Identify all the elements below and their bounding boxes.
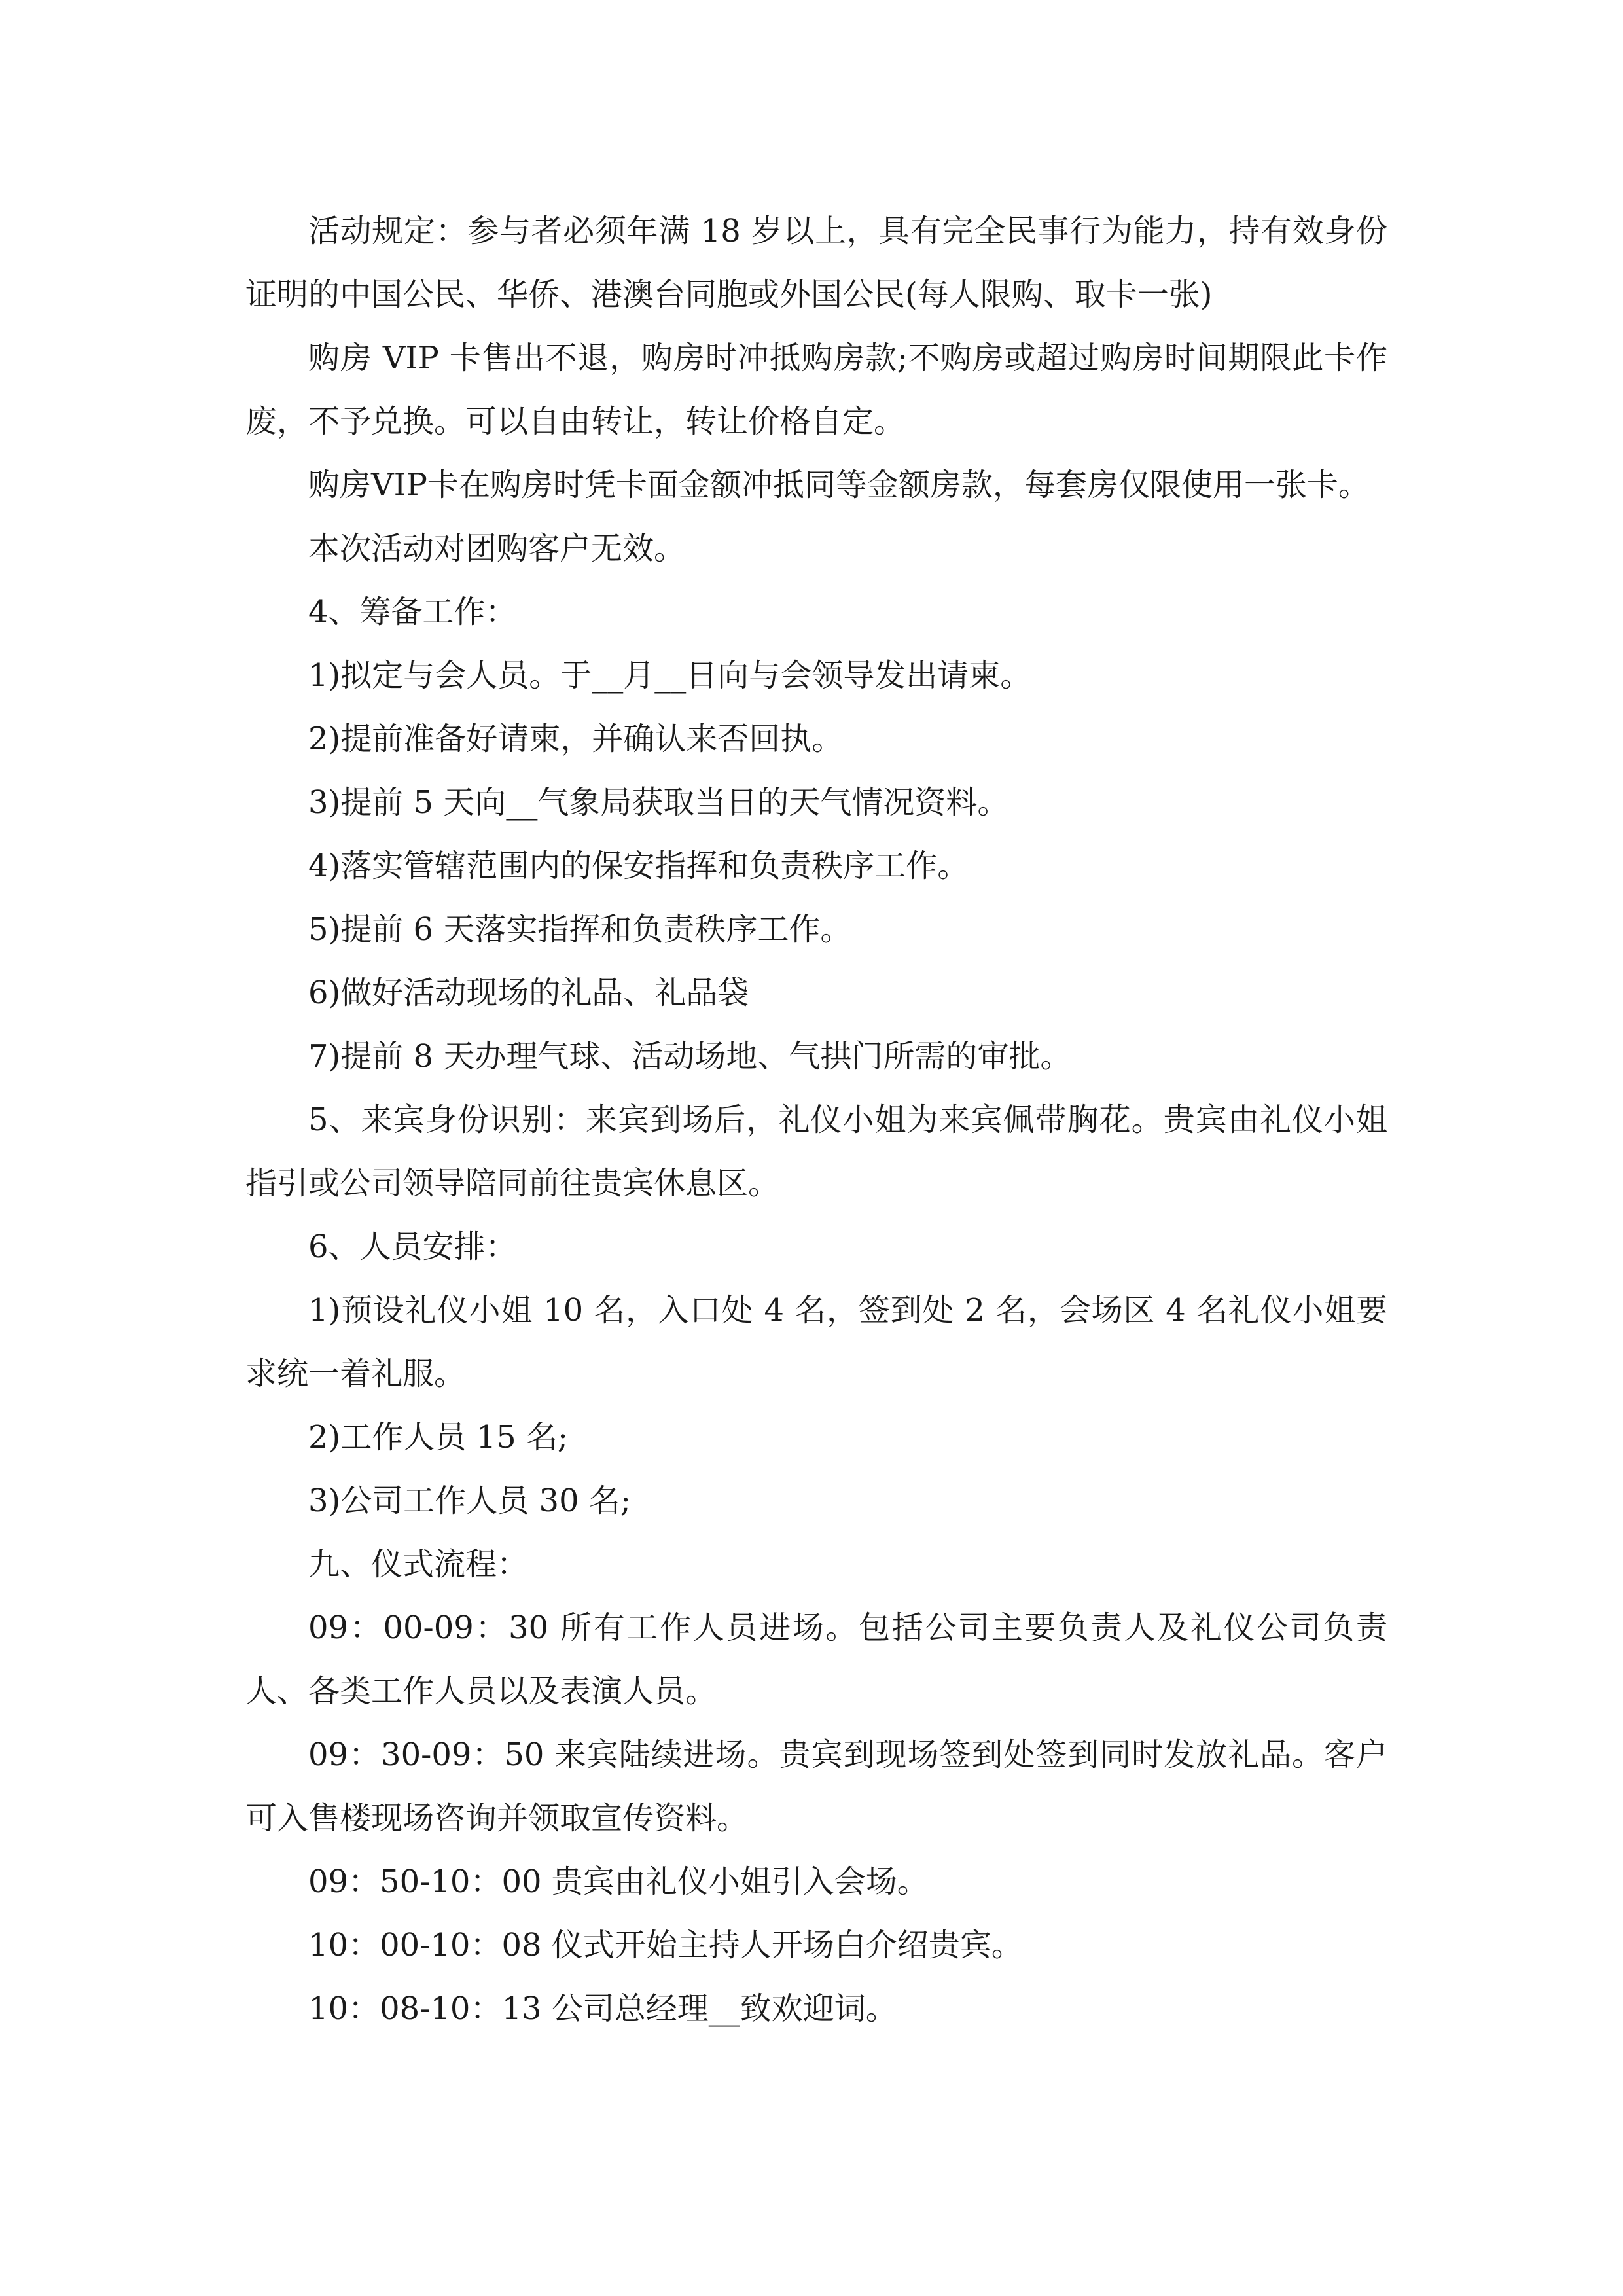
list-item-prep-7: 7)提前 8 天办理气球、活动场地、气拱门所需的审批。 [308, 1038, 1072, 1075]
list-item-staff-3: 3)公司工作人员 30 名; [308, 1482, 632, 1519]
schedule-item-2: 09：30-09：50 来宾陆续进场。贵宾到现场签到处签到同时发放礼品。客户可入售楼现场咨询并领取宣传资料。 [245, 1736, 1387, 1837]
list-item-staff-1: 1)预设礼仪小姐 10 名，入口处 4 名，签到处 2 名，会场区 4 名礼仪小姐要求统一着礼服。 [245, 1292, 1387, 1392]
paragraph-guest-identification: 5、来宾身份识别：来宾到场后，礼仪小姐为来宾佩带胸花。贵宾由礼仪小姐指引或公司领导陪同前往贵宾休息区。 [245, 1102, 1387, 1202]
paragraph-vip-card-usage: 购房VIP卡在购房时凭卡面金额冲抵同等金额房款，每套房仅限使用一张卡。 [308, 467, 1370, 503]
list-item-prep-4: 4)落实管辖范围内的保安指挥和负责秩序工作。 [308, 848, 969, 884]
schedule-item-1: 09：00-09：30 所有工作人员进场。包括公司主要负责人及礼仪公司负责人、各类工作人员以及表演人员。 [245, 1609, 1387, 1710]
schedule-item-3: 09：50-10：00 贵宾由礼仪小姐引入会场。 [308, 1863, 929, 1900]
schedule-item-4: 10：00-10：08 仪式开始主持人开场白介绍贵宾。 [308, 1927, 1023, 1964]
heading-preparation: 4、筹备工作： [308, 594, 517, 630]
list-item-staff-2: 2)工作人员 15 名; [308, 1419, 569, 1456]
paragraph-group-purchase: 本次活动对团购客户无效。 [308, 530, 686, 567]
heading-ceremony-process: 九、仪式流程： [308, 1546, 529, 1583]
schedule-item-5: 10：08-10：13 公司总经理__致欢迎词。 [308, 1990, 897, 2027]
heading-staffing: 6、人员安排： [308, 1229, 517, 1265]
paragraph-activity-rules: 活动规定：参与者必须年满 18 岁以上，具有完全民事行为能力，持有效身份证明的中国公民、华侨、港澳台同胞或外国公民(每人限购、取卡一张) [245, 213, 1387, 313]
paragraph-vip-card-refund: 购房 VIP 卡售出不退，购房时冲抵购房款;不购房或超过购房时间期限此卡作废，不予兑换。可以自由转让，转让价格自定。 [245, 340, 1387, 440]
list-item-prep-5: 5)提前 6 天落实指挥和负责秩序工作。 [308, 911, 852, 948]
list-item-prep-1: 1)拟定与会人员。于__月__日向与会领导发出请柬。 [308, 657, 1032, 694]
list-item-prep-6: 6)做好活动现场的礼品、礼品袋 [308, 975, 749, 1011]
list-item-prep-3: 3)提前 5 天向__气象局获取当日的天气情况资料。 [308, 784, 1009, 821]
list-item-prep-2: 2)提前准备好请柬，并确认来否回执。 [308, 721, 844, 757]
document-body [245, 200, 1387, 2041]
